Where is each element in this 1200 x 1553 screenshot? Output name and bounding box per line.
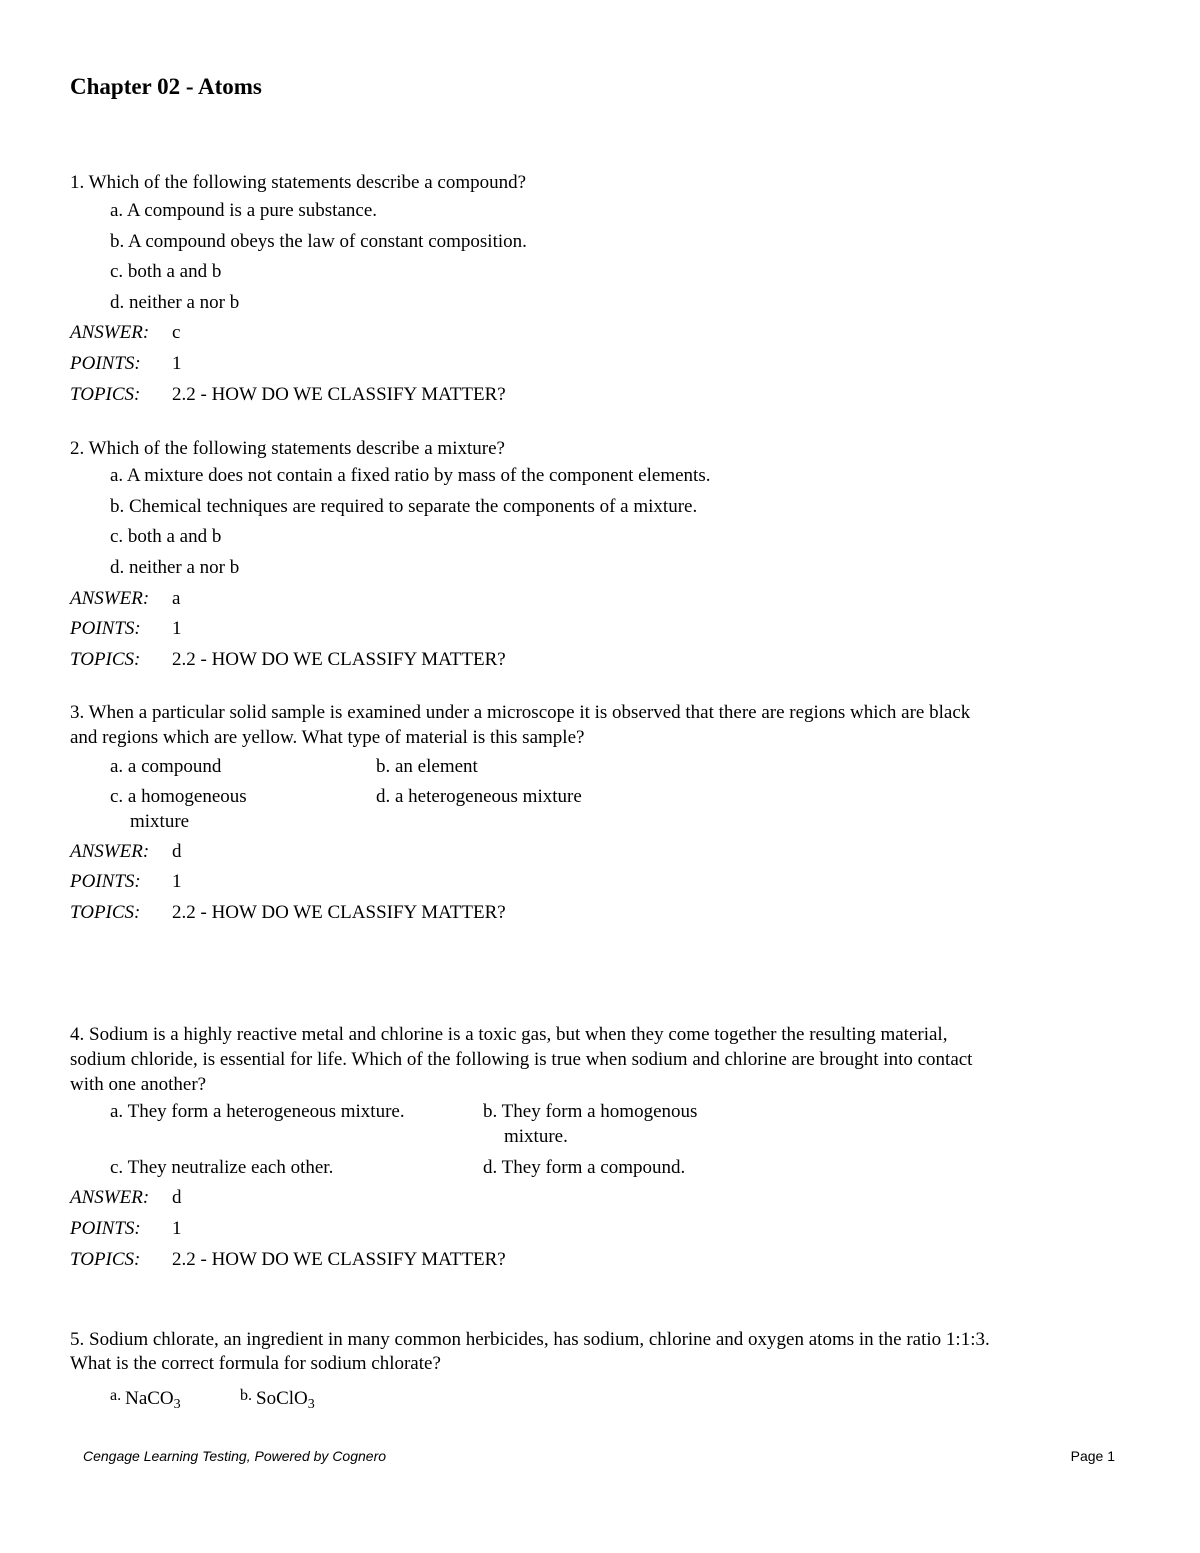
question-4-option-c: c. They neutralize each other. xyxy=(110,1157,334,1178)
question-5-option-a-letter: a. xyxy=(110,1387,122,1404)
question-3-stem-line-2: and regions which are yellow. What type of material is this sample? xyxy=(70,727,585,748)
question-5-option-b-formula: SoClO xyxy=(256,1388,308,1409)
question-5-option-a-subscript: 3 xyxy=(173,1397,181,1412)
question-3-option-c: c. a homogeneous xyxy=(110,786,247,807)
question-4-option-b: b. They form a homogenous xyxy=(483,1101,698,1122)
question-1-answer-label: ANSWER: xyxy=(70,322,150,343)
question-1-topics-value: 2.2 - HOW DO WE CLASSIFY MATTER? xyxy=(172,384,506,405)
question-2-option-b: b. Chemical techniques are required to separate the components of a mixture. xyxy=(110,496,698,517)
question-3-option-a: a. a compound xyxy=(110,756,222,777)
question-1-topics-label: TOPICS: xyxy=(70,384,141,405)
question-4-stem-line-2: sodium chloride, is essential for life. Which of the following is true when sodium and chlorine are brought into contact xyxy=(70,1049,973,1070)
question-2-answer-value: a xyxy=(172,588,181,609)
question-3-answer-value: d xyxy=(172,841,182,862)
question-1-answer-value: c xyxy=(172,322,181,343)
question-5-option-a xyxy=(110,1383,181,1417)
question-4-stem-line-3: with one another? xyxy=(70,1074,207,1095)
question-3-answer-label: ANSWER: xyxy=(70,841,150,862)
page-title: Chapter 02 - Atoms xyxy=(70,74,262,99)
question-4-option-a: a. They form a heterogeneous mixture. xyxy=(110,1101,405,1122)
question-2-points-value: 1 xyxy=(172,618,182,639)
question-2-topics-label: TOPICS: xyxy=(70,649,141,670)
question-5-option-b-subscript: 3 xyxy=(307,1397,315,1412)
question-5-option-b xyxy=(240,1383,315,1417)
question-2-option-c: c. both a and b xyxy=(110,526,222,547)
question-1-points-value: 1 xyxy=(172,353,182,374)
question-1-option-a: a. A compound is a pure substance. xyxy=(110,200,378,221)
question-2-topics-value: 2.2 - HOW DO WE CLASSIFY MATTER? xyxy=(172,649,506,670)
question-5-stem-line-1: 5. Sodium chlorate, an ingredient in many common herbicides, has sodium, chlorine and oxygen atoms in the ratio 1:1:3. xyxy=(70,1329,990,1350)
question-2-option-a: a. A mixture does not contain a fixed ratio by mass of the component elements. xyxy=(110,465,711,486)
question-5-option-b-letter: b. xyxy=(240,1387,252,1404)
question-1-points-label: POINTS: xyxy=(70,353,141,374)
question-4-points-value: 1 xyxy=(172,1218,182,1239)
question-2-stem: 2. Which of the following statements describe a mixture? xyxy=(70,438,505,459)
question-3-stem-line-1: 3. When a particular solid sample is examined under a microscope it is observed that there are regions which are black xyxy=(70,702,971,723)
question-4-topics-value: 2.2 - HOW DO WE CLASSIFY MATTER? xyxy=(172,1249,506,1270)
question-4-option-d: d. They form a compound. xyxy=(483,1157,686,1178)
question-5-option-a-formula: NaCO xyxy=(125,1388,174,1409)
question-1-option-d: d. neither a nor b xyxy=(110,292,240,313)
question-3-points-value: 1 xyxy=(172,871,182,892)
question-2-points-label: POINTS: xyxy=(70,618,141,639)
question-4-topics-label: TOPICS: xyxy=(70,1249,141,1270)
question-2-answer-label: ANSWER: xyxy=(70,588,150,609)
question-1-option-c: c. both a and b xyxy=(110,261,222,282)
question-3-option-b: b. an element xyxy=(376,756,478,777)
question-1-option-b: b. A compound obeys the law of constant composition. xyxy=(110,231,527,252)
question-4-points-label: POINTS: xyxy=(70,1218,141,1239)
question-4-stem-line-1: 4. Sodium is a highly reactive metal and chlorine is a toxic gas, but when they come together the resulting material, xyxy=(70,1024,948,1045)
question-2-option-d: d. neither a nor b xyxy=(110,557,240,578)
question-3-option-d: d. a heterogeneous mixture xyxy=(376,786,582,807)
question-1-stem: 1. Which of the following statements describe a compound? xyxy=(70,172,527,193)
question-3-topics-label: TOPICS: xyxy=(70,902,141,923)
question-3-topics-value: 2.2 - HOW DO WE CLASSIFY MATTER? xyxy=(172,902,506,923)
footer-page-number: Page 1 xyxy=(1070,1448,1115,1464)
question-3-option-c-continued: mixture xyxy=(130,811,190,832)
question-5-stem-line-2: What is the correct formula for sodium chlorate? xyxy=(70,1353,441,1374)
footer-publisher: Cengage Learning Testing, Powered by Cognero xyxy=(83,1448,387,1464)
question-3-points-label: POINTS: xyxy=(70,871,141,892)
question-4-answer-value: d xyxy=(172,1187,182,1208)
question-4-option-b-continued: mixture. xyxy=(504,1126,568,1147)
question-4-answer-label: ANSWER: xyxy=(70,1187,150,1208)
